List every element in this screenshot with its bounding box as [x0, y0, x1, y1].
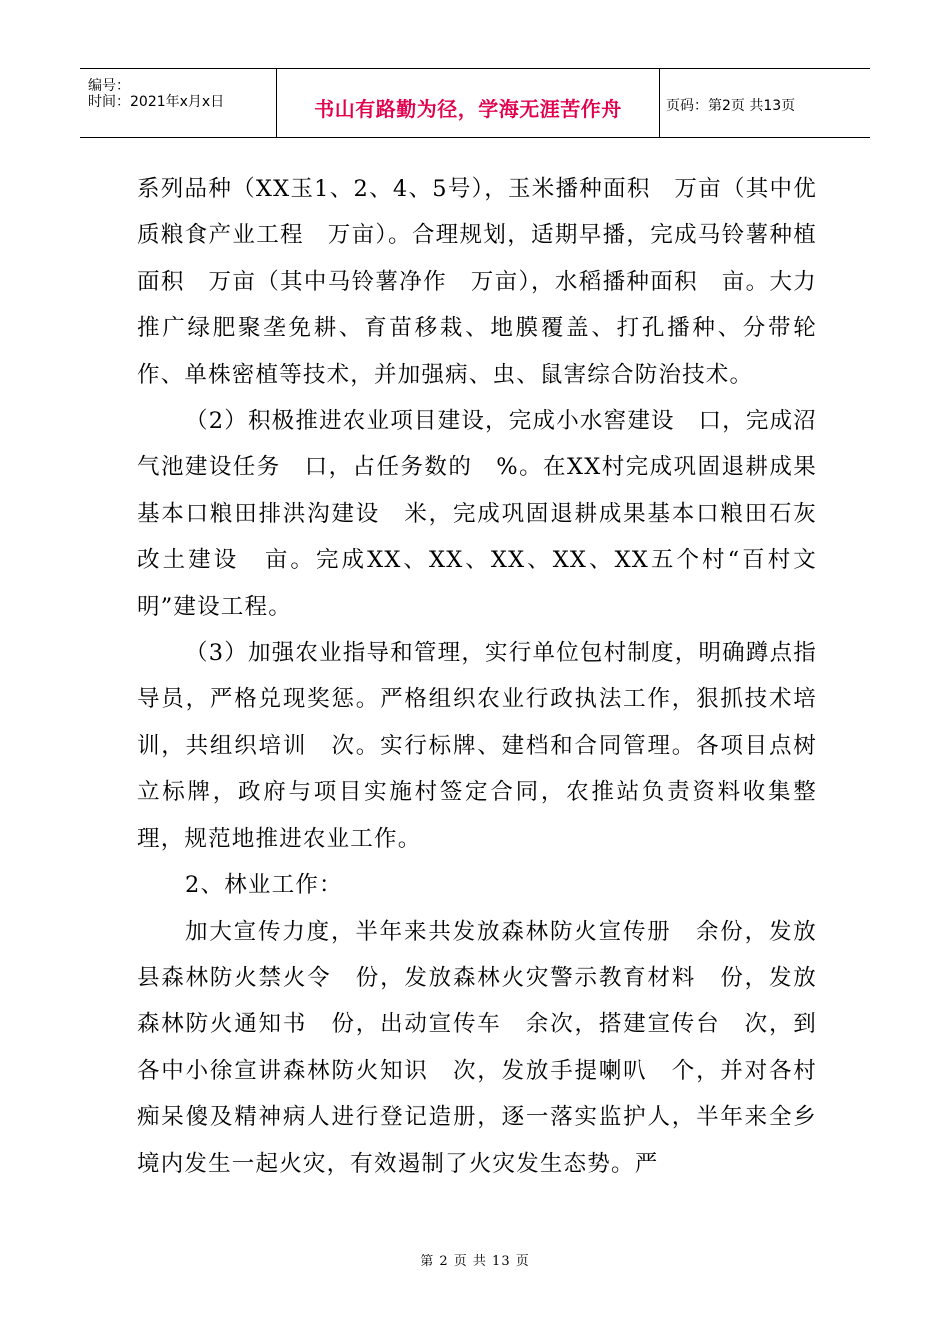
- section-heading: 2、林业工作：: [185, 872, 343, 899]
- header-page-info: [660, 69, 870, 137]
- header-meta: [80, 69, 277, 137]
- page-footer: 第 2 页 共 13 页: [420, 1254, 530, 1269]
- paragraph: （2）积极推进农业项目建设，完成小水窖建设 口，完成沼气池建设任务 口，占任务数的 %。在XX村完成巩固退耕成果基本口粮田排洪沟建设 米，完成巩固退耕成果基本口粮田石灰改土建设 亩。完成XX、XX、XX、XX、XX五个村“百村文明”建设工程。: [137, 408, 817, 620]
- page-info-text: 页码：第2页 共13页: [666, 98, 796, 114]
- header-motto: [277, 69, 660, 137]
- paragraph: 系列品种（XX玉1、2、4、5号），玉米播种面积 万亩（其中优质粮食产业工程 万亩）。合理规划，适期早播，完成马铃薯种植面积 万亩（其中马铃薯净作 万亩），水稻播种面积 亩。大力推广绿肥聚垄免耕、育苗移栽、地膜覆盖、打孔播种、分带轮作、单株密植等技术，并加强病、虫、鼠害综合防治技术。: [137, 176, 817, 388]
- paragraph: 加大宣传力度，半年来共发放森林防火宣传册 余份，发放县森林防火禁火令 份，发放森林火灾警示教育材料 份，发放森林防火通知书 份，出动宣传车 余次，搭建宣传台 次，到各中小徐宣讲森林防火知识 次，发放手提喇叭 个，并对各村痴呆傻及精神病人进行登记造册，逐一落实监护人，半年来全乡境内发生一起火灾，有效遏制了火灾发生态势。严: [137, 918, 817, 1177]
- motto-text: 书山有路勤为径，学海无涯苦作舟: [314, 97, 622, 121]
- document-body: [137, 166, 817, 1187]
- time-label: 时间：2021年x月x日: [88, 94, 225, 110]
- page-header: [80, 68, 870, 138]
- paragraph: （3）加强农业指导和管理，实行单位包村制度，明确蹲点指导员，严格兑现奖惩。严格组织农业行政执法工作，狠抓技术培训，共组织培训 次。实行标牌、建档和合同管理。各项目点树立标牌，政府与项目实施村签定合同，农推站负责资料收集整理，规范地推进农业工作。: [137, 640, 817, 852]
- number-label: 编号：: [88, 78, 130, 94]
